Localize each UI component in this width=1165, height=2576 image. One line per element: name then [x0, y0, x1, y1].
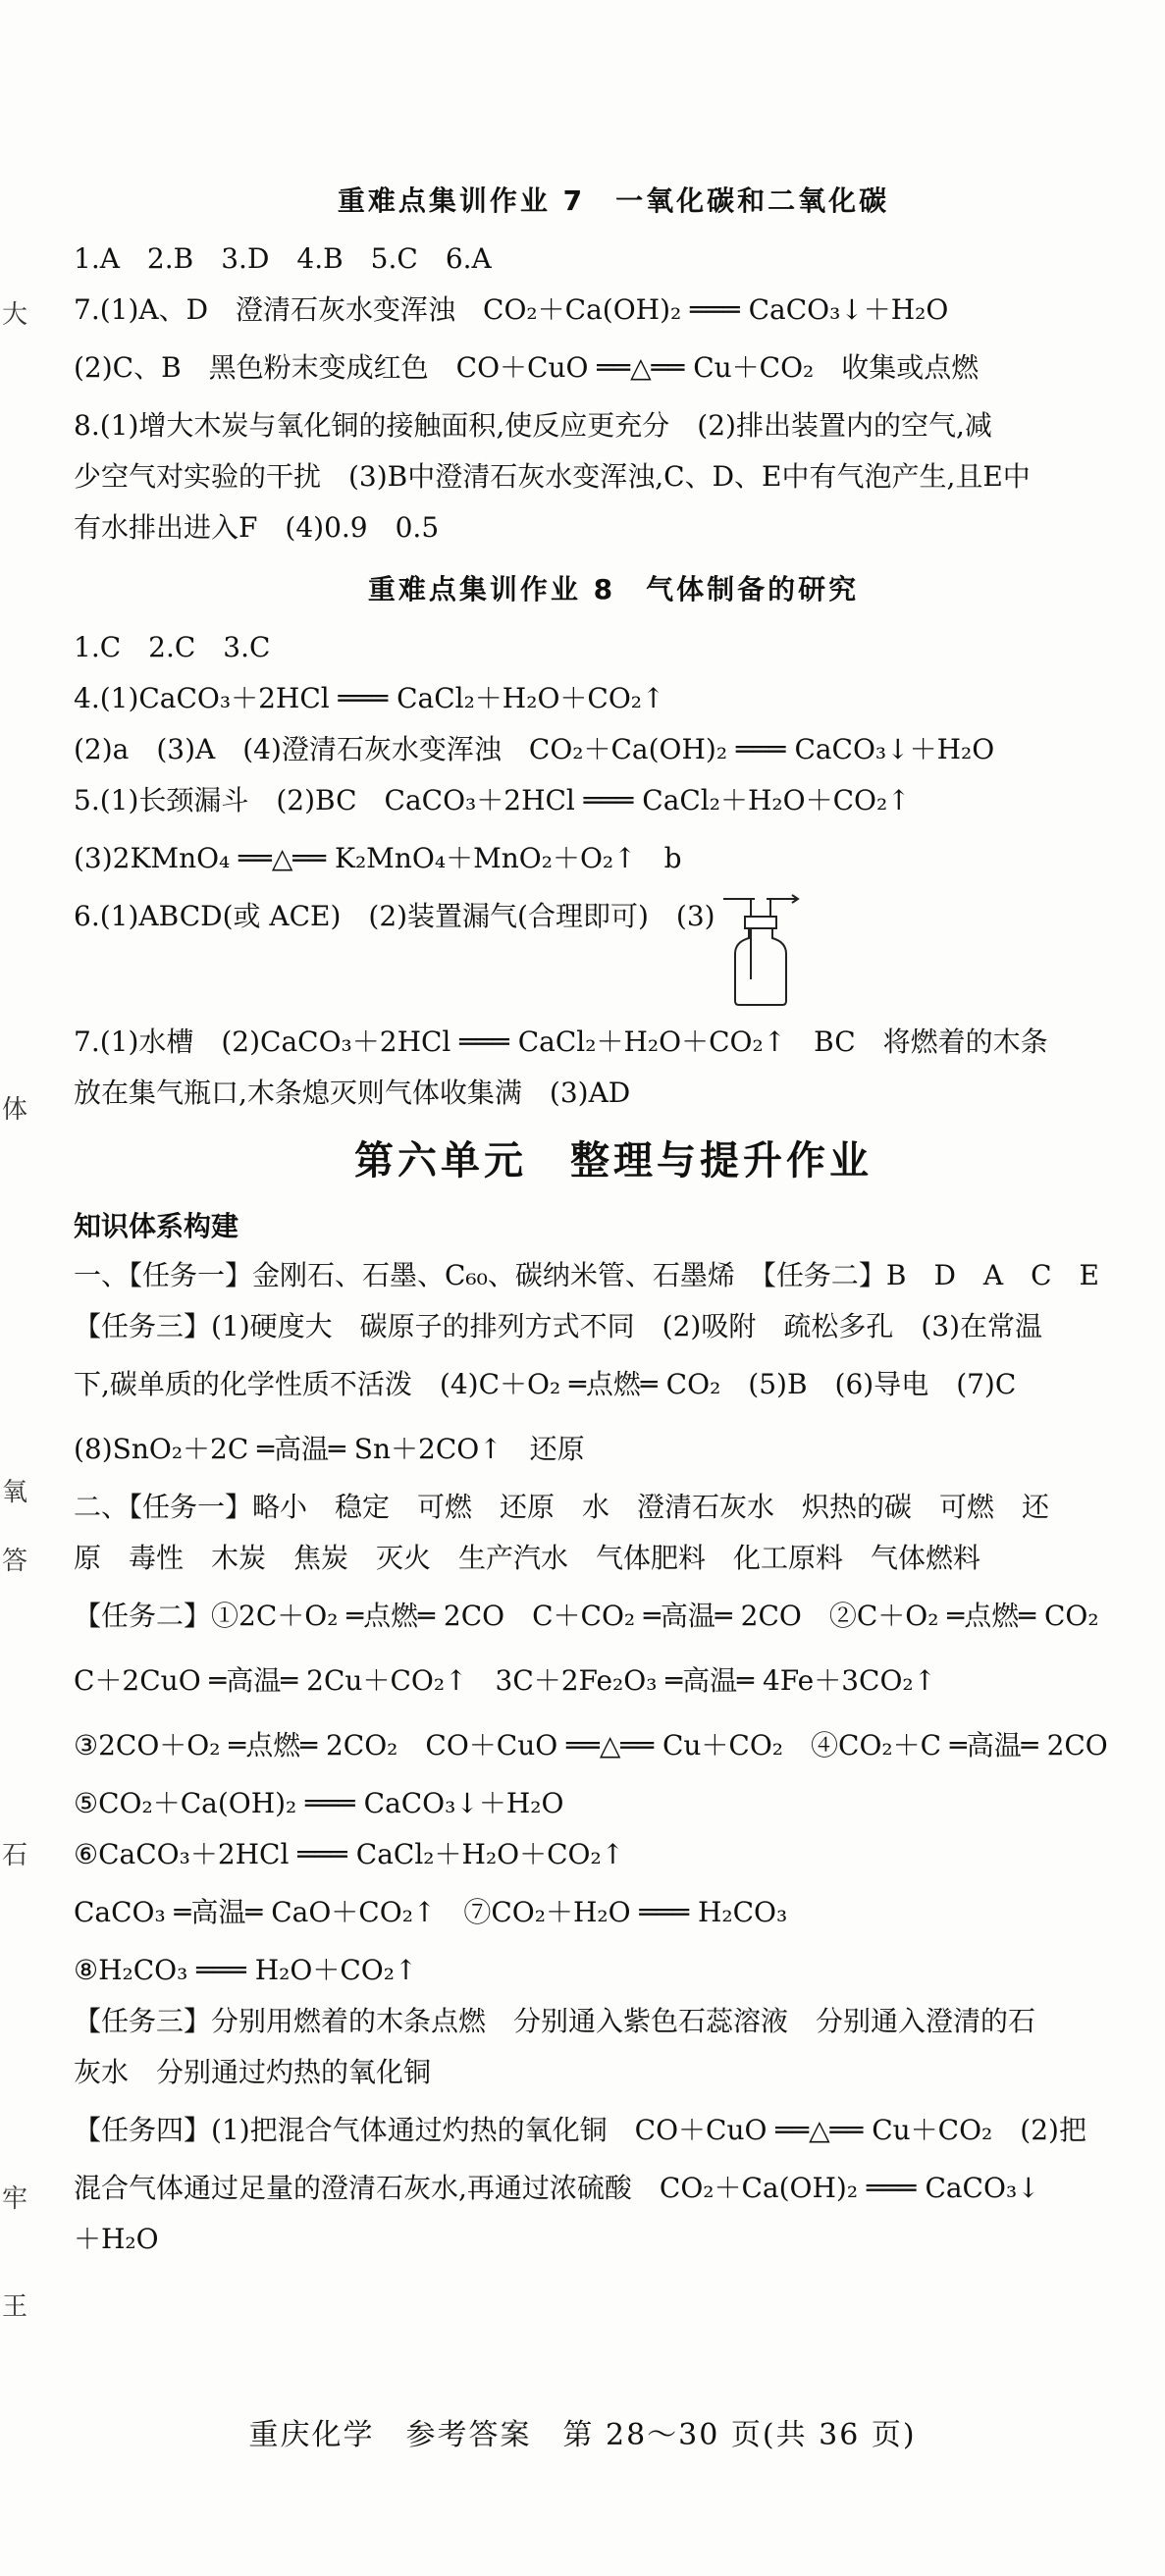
binding-edge	[0, 0, 39, 2576]
section-header: 重难点集训作业 8 气体制备的研究	[367, 573, 860, 605]
answer-line: ⑤CO₂＋Ca(OH)₂ ═══ CaCO₃↓＋H₂O	[74, 1787, 564, 1819]
answer-line: 下,碳单质的化学性质不活泼 (4)C＋O₂ ═点燃═ CO₂ (5)B (6)导电 (7)C	[74, 1368, 1017, 1400]
edge-mark: 王	[2, 2292, 28, 2322]
answer-line: 混合气体通过足量的澄清石灰水,再通过浓硫酸 CO₂＋Ca(OH)₂ ═══ CaCO₃↓	[74, 2172, 1040, 2204]
answer-line: C＋2CuO ═高温═ 2Cu＋CO₂↑ 3C＋2Fe₂O₃ ═高温═ 4Fe＋3CO₂↑	[74, 1664, 937, 1697]
answer-line: 二、【任务一】略小 稳定 可燃 还原 水 澄清石灰水 炽热的碳 可燃 还	[74, 1491, 1050, 1523]
answer-line: (8)SnO₂＋2C ═高温═ Sn＋2CO↑ 还原	[74, 1433, 585, 1465]
edge-mark: 体	[2, 1095, 28, 1125]
edge-mark: 大	[2, 300, 28, 330]
answer-line: ⑧H₂CO₃ ═══ H₂O＋CO₂↑	[74, 1954, 418, 1986]
answer-line: ③2CO＋O₂ ═点燃═ 2CO₂ CO＋CuO ══△══ Cu＋CO₂ ④CO₂＋C ═高温═ 2CO	[74, 1729, 1108, 1761]
answer-line: (3)2KMnO₄ ══△══ K₂MnO₄＋MnO₂＋O₂↑ b	[74, 842, 682, 874]
answer-line: 少空气对实验的干扰 (3)B中澄清石灰水变浑浊,C、D、E中有气泡产生,且E中	[74, 460, 1031, 493]
answer-line: 灰水 分别通过灼热的氧化铜	[74, 2056, 432, 2088]
edge-mark: 氧	[2, 1478, 28, 1507]
answer-line: 【任务三】分别用燃着的木条点燃 分别通入紫色石蕊溶液 分别通入澄清的石	[74, 2005, 1036, 2037]
answer-line: 7.(1)水槽 (2)CaCO₃＋2HCl ═══ CaCl₂＋H₂O＋CO₂↑ BC 将燃着的木条	[74, 1025, 1048, 1058]
answer-line: (2)C、B 黑色粉末变成红色 CO＋CuO ══△══ Cu＋CO₂ 收集或点燃	[74, 351, 980, 384]
answer-line-with-figure	[74, 891, 1153, 1017]
answer-line: 1.A 2.B 3.D 4.B 5.C 6.A	[74, 242, 492, 275]
page-footer: 重庆化学 参考答案 第 28～30 页(共 36 页)	[248, 2418, 917, 2452]
answer-line: 一、【任务一】金刚石、石墨、C₆₀、碳纳米管、石墨烯 【任务二】B D A C E	[74, 1259, 1099, 1291]
answer-line: ⑥CaCO₃＋2HCl ═══ CaCl₂＋H₂O＋CO₂↑	[74, 1838, 625, 1870]
answer-line: CaCO₃ ═高温═ CaO＋CO₂↑ ⑦CO₂＋H₂O ═══ H₂CO₃	[74, 1896, 788, 1928]
answer-line: 8.(1)增大木炭与氧化铜的接触面积,使反应更充分 (2)排出装置内的空气,减	[74, 409, 992, 442]
gas-collecting-bottle-icon	[721, 891, 800, 1009]
answer-line: 7.(1)A、D 澄清石灰水变浑浊 CO₂＋Ca(OH)₂ ═══ CaCO₃↓＋H₂O	[74, 293, 949, 326]
answer-line: 4.(1)CaCO₃＋2HCl ═══ CaCl₂＋H₂O＋CO₂↑	[74, 682, 665, 714]
answer-line: ＋H₂O	[74, 2223, 159, 2255]
answer-line: 【任务二】①2C＋O₂ ═点燃═ 2CO C＋CO₂ ═高温═ 2CO ②C＋O₂ ═点燃═ CO₂	[74, 1600, 1099, 1632]
answer-line: 放在集气瓶口,木条熄灭则气体收集满 (3)AD	[74, 1077, 631, 1109]
answer-line: 1.C 2.C 3.C	[74, 631, 271, 663]
unit-title: 第六单元 整理与提升作业	[354, 1138, 873, 1183]
edge-mark: 石	[2, 1841, 28, 1870]
answer-line: 原 毒性 木炭 焦炭 灭火 生产汽水 气体肥料 化工原料 气体燃料	[74, 1542, 981, 1574]
edge-mark: 牢	[2, 2184, 28, 2214]
answer-line: 【任务四】(1)把混合气体通过灼热的氧化铜 CO＋CuO ══△══ Cu＋CO₂ (2)把	[74, 2114, 1086, 2146]
answer-line: 5.(1)长颈漏斗 (2)BC CaCO₃＋2HCl ═══ CaCl₂＋H₂O＋CO₂↑	[74, 784, 911, 816]
answer-line: 【任务三】(1)硬度大 碳原子的排列方式不同 (2)吸附 疏松多孔 (3)在常温	[74, 1310, 1042, 1342]
edge-mark: 答	[2, 1547, 28, 1576]
section-header: 重难点集训作业 7 一氧化碳和二氧化碳	[337, 184, 890, 217]
answer-line: (2)a (3)A (4)澄清石灰水变浑浊 CO₂＋Ca(OH)₂ ═══ CaCO₃↓＋H₂O	[74, 733, 995, 765]
answer-text: 6.(1)ABCD(或 ACE) (2)装置漏气(合理即可) (3)	[74, 900, 715, 932]
gas-bottle-figure	[721, 891, 800, 1009]
answer-line: 有水排出进入F (4)0.9 0.5	[74, 511, 440, 544]
subsection-title: 知识体系构建	[74, 1210, 239, 1242]
answer-content	[74, 165, 1153, 2265]
